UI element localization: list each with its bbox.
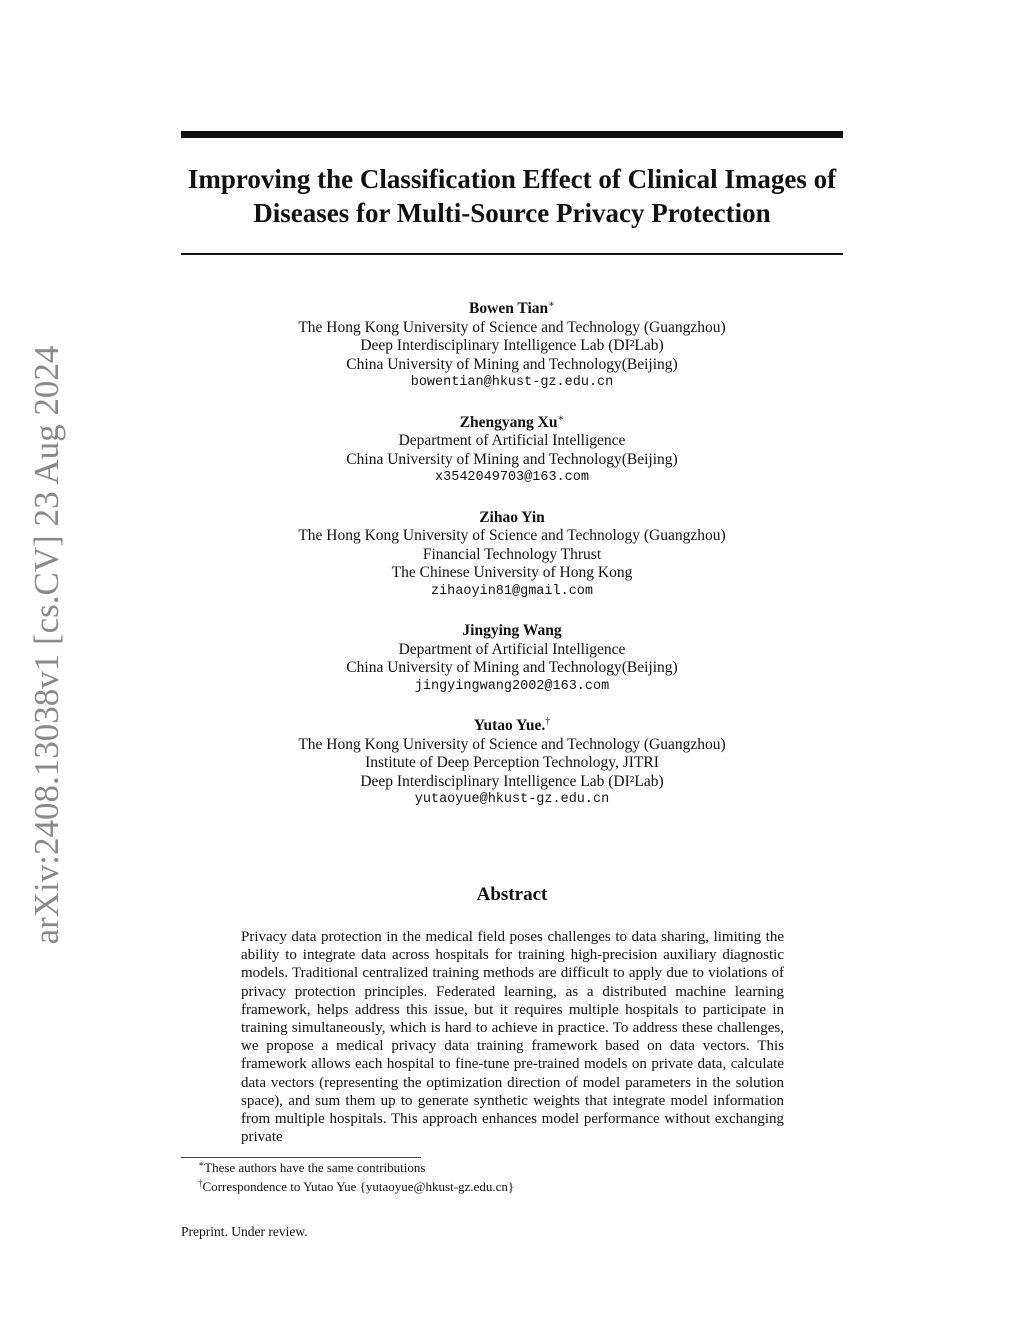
author-affiliation: Deep Interdisciplinary Intelligence Lab (DI²Lab): [360, 772, 664, 790]
author-affiliation: The Hong Kong University of Science and Technology (Guangzhou): [298, 735, 726, 753]
author-email[interactable]: x3542049703@163.com: [435, 470, 589, 485]
title-bottom-rule: [181, 253, 843, 255]
author-mark: †: [545, 716, 551, 727]
author-affiliation: Institute of Deep Perception Technology, JITRI: [365, 754, 659, 771]
author-affiliation: Financial Technology Thrust: [422, 545, 602, 563]
author-affiliation: China University of Mining and Technology(Beijing): [346, 659, 678, 676]
author-name: Jingying Wang: [462, 622, 562, 639]
author-email[interactable]: yutaoyue@hkust-gz.edu.cn: [414, 792, 610, 807]
author-email[interactable]: bowentian@hkust-gz.edu.cn: [410, 375, 614, 390]
author-entry: [180, 717, 844, 810]
author-email[interactable]: jingyingwang2002@163.com: [414, 678, 610, 694]
abstract-heading: Abstract: [476, 884, 548, 905]
arxiv-identifier: arXiv:2408.13038v1 [cs.CV] 23 Aug 2024: [27, 345, 66, 945]
author-block: [180, 300, 844, 831]
author-entry: [180, 300, 844, 393]
author-entry: [180, 509, 844, 602]
author-name: Zhengyang Xu∗: [459, 412, 565, 431]
author-mark: ∗: [557, 412, 565, 424]
title-top-rule: [181, 131, 843, 138]
author-entry: [180, 622, 844, 696]
author-affiliation: The Chinese University of Hong Kong: [391, 564, 633, 581]
preprint-notice: Preprint. Under review.: [181, 1224, 308, 1239]
author-email[interactable]: zihaoyin81@gmail.com: [430, 583, 594, 599]
author-affiliation: The Hong Kong University of Science and Technology (Guangzhou): [298, 527, 726, 544]
author-name: Yutao Yue.†: [473, 716, 551, 734]
abstract-text: Privacy data protection in the medical field poses challenges to data sharing, limiting the ability to integrate data across hospitals for training high-precision auxiliary diagnostic models. Traditional centralized training methods are difficult to apply due to violations of privacy protection principles. Federated learning, as a distributed machine learning framework, helps address this issue, but it requires multiple hospitals to participate in training simultaneously, which is hard to achieve in practice. To address these challenges, we propose a medical privacy data training framework based on data vectors. This framework allows each hospital to fine-tune pre-trained models on private data, calculate data vectors (representing the optimization direction of model parameters in the solution space), and sum them up to generate synthetic weights that integrate model information from multiple hospitals. This approach enhances model performance without exchanging private: [241, 929, 784, 1146]
footnotes: [198, 1158, 514, 1196]
author-name: Zihao Yin: [479, 508, 545, 526]
footnote-equal-contribution: ∗These authors have the same contributions: [198, 1159, 426, 1175]
author-affiliation: The Hong Kong University of Science and Technology (Guangzhou): [298, 318, 726, 336]
author-affiliation: Department of Artificial Intelligence: [398, 432, 626, 449]
paper-title: Improving the Classification Effect of Clinical Images of Diseases for Multi-Source Privacy Protection: [187, 164, 837, 228]
author-mark: ∗: [548, 299, 555, 310]
author-affiliation: Department of Artificial Intelligence: [398, 640, 626, 658]
author-entry: [180, 414, 844, 488]
author-affiliation: Deep Interdisciplinary Intelligence Lab (DI²Lab): [360, 337, 664, 354]
author-name: Bowen Tian∗: [469, 299, 555, 317]
author-affiliation: China University of Mining and Technology(Beijing): [346, 450, 678, 468]
footnote-correspondence: †Correspondence to Yutao Yue {yutaoyue@hkust-gz.edu.cn}: [198, 1178, 515, 1194]
author-affiliation: China University of Mining and Technology(Beijing): [346, 355, 678, 373]
